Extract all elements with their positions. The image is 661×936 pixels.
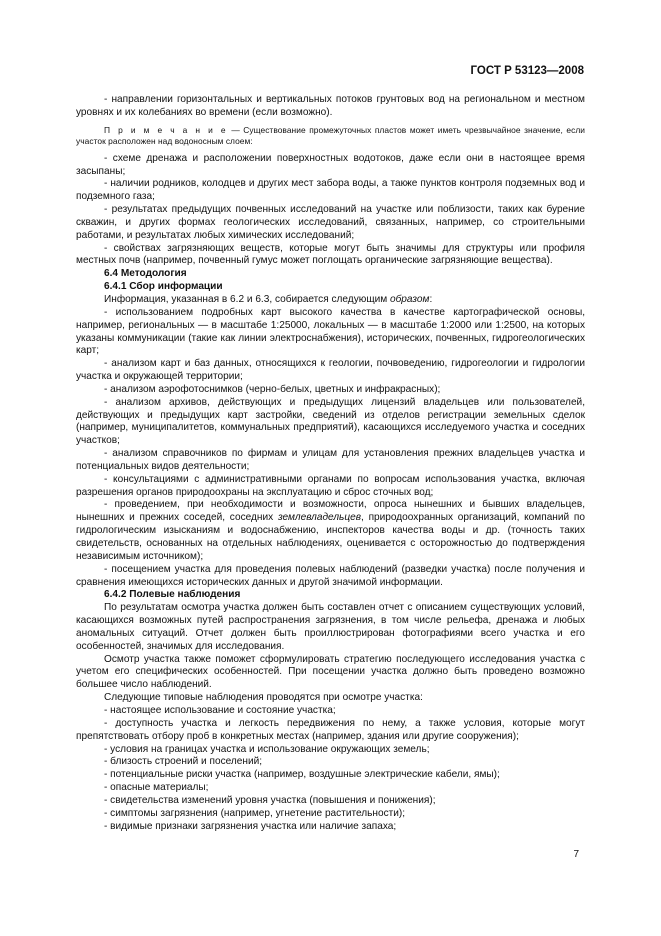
- list-item: - результатах предыдущих почвенных исследований на участке или поблизости, таких как бурение скважин, и других формах геологических исследований, связанных, например, со строительными работами, и результатах любых химических исследований;: [76, 204, 585, 241]
- list-item: - симптомы загрязнения (например, угнетение растительности);: [104, 807, 406, 819]
- paragraph: - направлении горизонтальных и вертикальных потоков грунтовых вод на региональном и местном уровнях и их колебаниях во времени (если возможно).: [76, 94, 585, 118]
- list-item: - анализом справочников по фирмам и улицам для установления прежних владельцев участка и потенциальных видов деятельности;: [76, 448, 585, 472]
- paragraph-text: Информация, указанная в 6.2 и 6.3, собирается следующим: [104, 293, 388, 305]
- page-number: 7: [573, 849, 579, 860]
- list-item: - потенциальные риски участка (например, воздушные электрические кабели, ямы);: [104, 769, 500, 781]
- list-item-text: , природоохранных организаций, компаний по гидрологическим изысканиям и водоснабжению, инспекторов качества воды и др. (точность таких свидетельств, основанных на отдельных наблюдениях, оценивается с осторожностью до подтверждения независимым источником);: [76, 512, 586, 562]
- list-item: - посещением участка для проведения полевых наблюдений (разведки участка) после получения и сравнения имеющихся исторических данных и другой значимой информации.: [76, 563, 585, 588]
- list-item: - видимые признаки загрязнения участка или наличие запаха;: [104, 820, 397, 832]
- paragraph: По результатам осмотра участка должен быть составлен отчет с описанием существующих условий, касающихся возможных путей распространения загрязнения, в том числе рельефа, дренажа и любых аномальных ситуаций. Отчет должен быть проиллюстрирован фотографиями всего участка и его особенностей, значимых для исследования.: [76, 602, 585, 652]
- list-item: - свойствах загрязняющих веществ, которые могут быть значимы для структуры или профиля местных почв (например, почвенный гумус может поглощать органические загрязняющие вещества).: [76, 242, 585, 267]
- section-heading: 6.4 Методология: [104, 268, 187, 280]
- list-item: - анализом аэрофотоснимков (черно-белых, цветных и инфракрасных);: [104, 383, 441, 395]
- list-item: - анализом архивов, действующих и предыдущих лицензий владельцев или пользователей, действующих и предыдущих карт застройки, сведений из отделов регистрации земельных сделок (например, муниципалитетов, коммунальных предприятий), касающихся исследуемого участка и соседних участков;: [76, 396, 585, 447]
- emphasis-text: образом: [390, 293, 430, 305]
- list-item: - близость строений и поселений;: [104, 756, 263, 768]
- list-item: - консультациями с административными органами по вопросам использования участка, включая разрешения органов природоохраны на эксплуатацию и сброс сточных вод;: [76, 473, 585, 498]
- subsection-heading: 6.4.2 Полевые наблюдения: [104, 589, 241, 601]
- list-item: - схеме дренажа и расположении поверхностных водотоков, даже если они в настоящее время засыпаны;: [76, 152, 585, 177]
- list-item-text: - проведением, при необходимости и возможности, опроса нынешних и бывших владельцев, нынешних и прежних соседей, соседних: [76, 499, 585, 524]
- list-item: - опасные материалы;: [104, 782, 209, 794]
- subsection-heading: 6.4.1 Сбор информации: [104, 281, 223, 293]
- list-item: - анализом карт и баз данных, относящихся к геологии, почвоведению, гидрогеологии и гидрологии участка и окружающей территории;: [76, 358, 585, 383]
- paragraph: Следующие типовые наблюдения проводятся при осмотре участка:: [104, 692, 423, 704]
- list-item: - доступность участка и легкость передвижения по нему, а также условия, которые могут препятствовать отбору проб в конкретных местах (например, здания или другие сооружения);: [76, 717, 585, 742]
- paragraph: Осмотр участка также поможет сформулировать стратегию последующего исследования участка с учетом его специфических особенностей. При посещении участка должно быть проведено возможно большее число наблюдений.: [76, 653, 585, 691]
- list-item: - наличии родников, колодцев и других мест забора воды, а также пунктов контроля подземных вод и подземного газа;: [76, 178, 585, 203]
- note-label: П р и м е ч а н и е: [104, 124, 228, 135]
- list-item: - настоящее использование и состояние участка;: [104, 704, 336, 716]
- list-item: [76, 499, 585, 563]
- list-item: - свидетельства изменений уровня участка (повышения и понижения);: [104, 794, 436, 806]
- list-item: - использованием подробных карт высокого качества в качестве картографической основы, например, региональных — в масштабе 1:25000, локальных — в масштабе 1:2000 или 1:2500, на которых указаны коммуникации (такие как линии электроснабжения), исторических, почвенных, гидрогеологических карт;: [76, 306, 585, 357]
- document-id-header: ГОСТ Р 53123—2008: [470, 65, 584, 77]
- body-text: [76, 94, 585, 833]
- paragraph: Информация, указанная в 6.2 и 6.3, собирается следующим образом:: [104, 293, 433, 305]
- note-text: — Существование промежуточных пластов может иметь чрезвычайное значение, если участок расположен над водоносным слоем:: [76, 124, 585, 146]
- list-item: - условия на границах участка и использование окружающих земель;: [104, 743, 430, 755]
- emphasis-text: землевладельцев: [277, 512, 361, 524]
- note: [76, 125, 585, 147]
